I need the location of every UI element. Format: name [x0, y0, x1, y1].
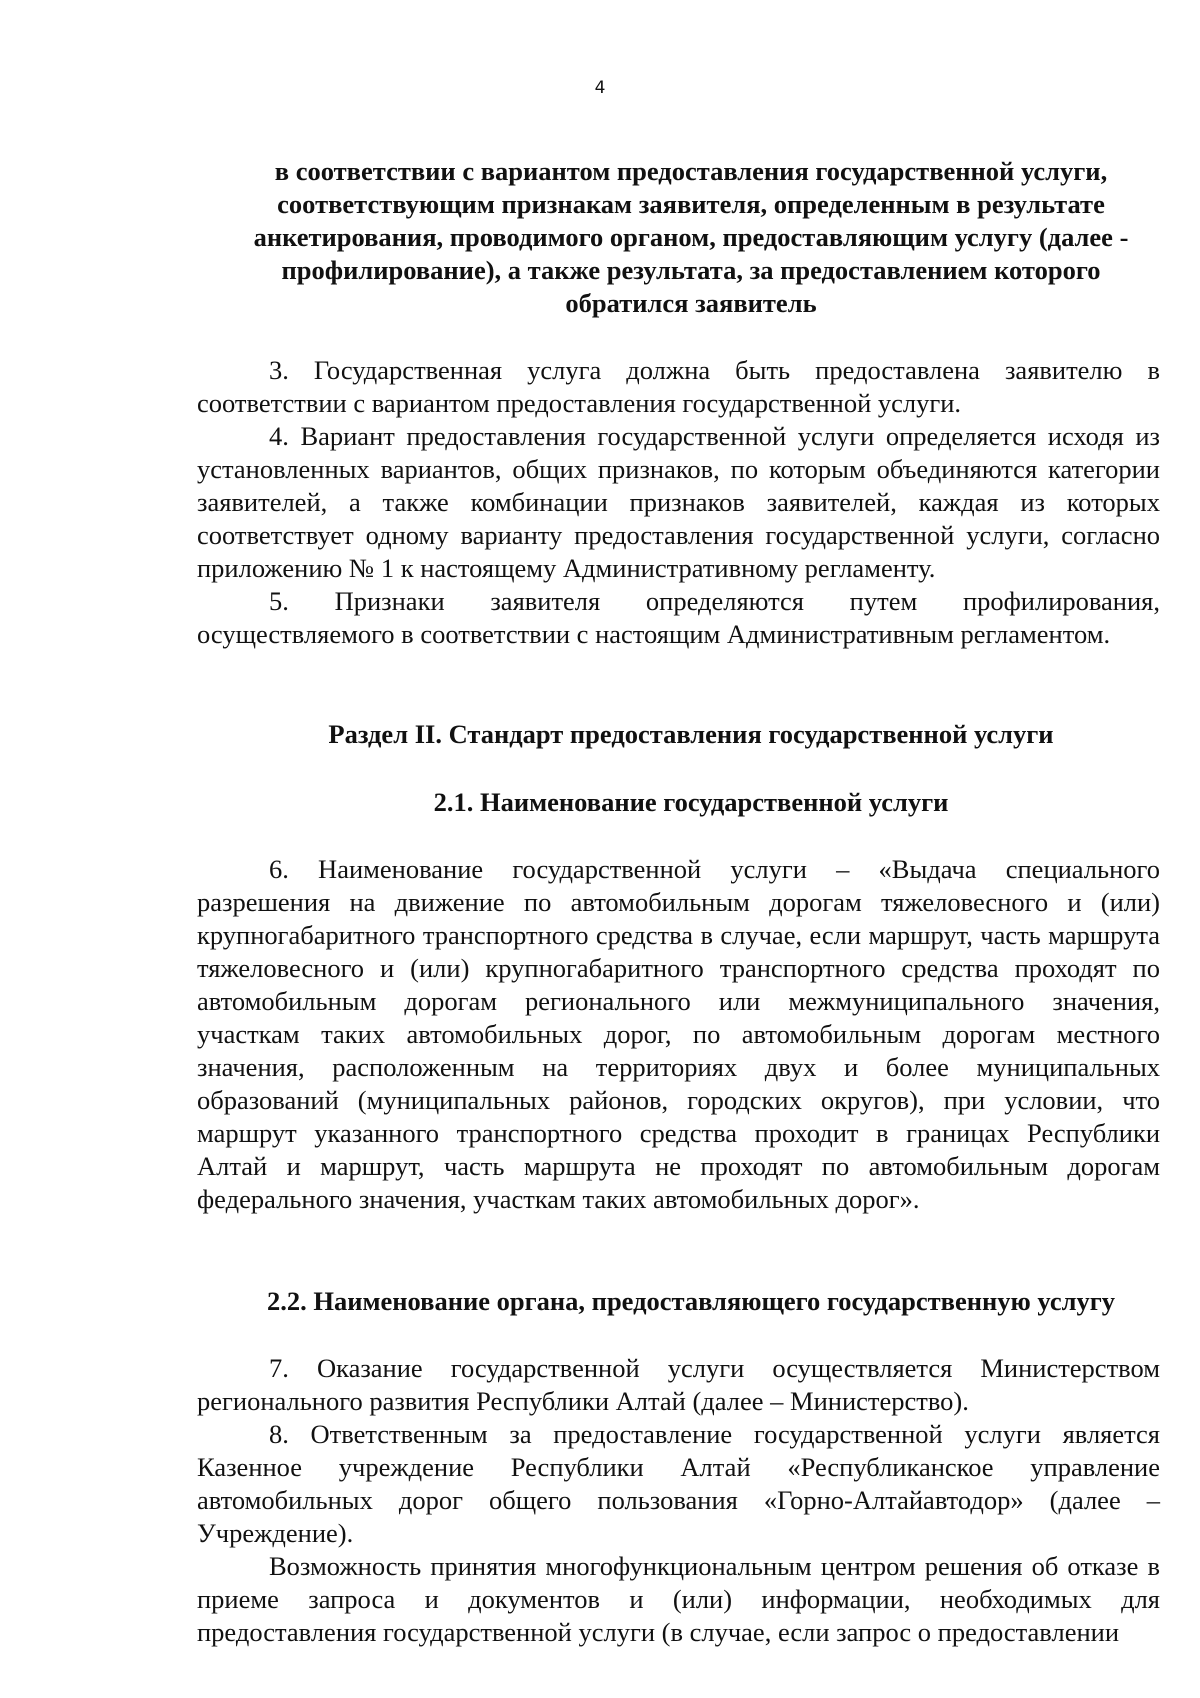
paragraph-6: 6. Наименование государственной услуги – «Выдача специального разрешения на движение по автомобильным дорогам тяжеловесного и (или) крупногабаритного транспортного средства в случае, если маршрут, часть маршрута тяжеловесного и (или) крупногабаритного транспортного средства проходят по автомобильным дорогам регионального или межмуниципального значения, участкам таких автомобильных дорог, по автомобильным дорогам местного значения, расположенным на территориях двух и более муниципальных образований (муниципальных районов, городских округов), при условии, что маршрут указанного транспортного средства проходит в границах Республики Алтай и маршрут, часть маршрута не проходят по автомобильным дорогам федерального значения, участкам таких автомобильных дорог». [197, 854, 1160, 1214]
paragraph-group-2 [197, 853, 1160, 1216]
intro-heading: в соответствии с вариантом предоставления государственной услуги, соответствующим признакам заявителя, определенным в результате анкетирования, проводимого органом, предоставляющим услугу (далее - профилирование), а также результата, за предоставлением которого обратился заявитель [253, 156, 1129, 318]
paragraph-3: 3. Государственная услуга должна быть предоставлена заявителю в соответствии с вариантом предоставления государственной услуги. [197, 355, 1160, 418]
subheading-2-1: 2.1. Наименование государственной услуги [433, 787, 949, 817]
paragraph-7: 7. Оказание государственной услуги осуществляется Министерством регионального развития Республики Алтай (далее – Министерство). [197, 1353, 1160, 1416]
paragraph-possibility: Возможность принятия многофункциональным центром решения об отказе в приеме запроса и документов и (или) информации, необходимых для предоставления государственной услуги (в случае, если запрос о предоставлении [197, 1551, 1160, 1647]
paragraph-group-1 [197, 354, 1160, 651]
page-number: 4 [594, 78, 606, 98]
paragraph-5: 5. Признаки заявителя определяются путем профилирования, осуществляемого в соответствии с настоящим Административным регламентом. [197, 586, 1160, 649]
subheading-2-2: 2.2. Наименование органа, предоставляющего государственную услугу [266, 1286, 1116, 1316]
section-heading: Раздел II. Стандарт предоставления государственной услуги [328, 719, 1054, 749]
paragraph-8: 8. Ответственным за предоставление государственной услуги является Казенное учреждение Республики Алтай «Республиканское управление автомобильных дорог общего пользования «Горно-Алтайавтодор» (далее – Учреждение). [197, 1419, 1160, 1548]
paragraph-group-3 [197, 1352, 1160, 1649]
paragraph-4: 4. Вариант предоставления государственной услуги определяется исходя из установленных вариантов, общих признаков, по которым объединяются категории заявителей, а также комбинации признаков заявителей, каждая из которых соответствует одному варианту предоставления государственной услуги, согласно приложению № 1 к настоящему Административному регламенту. [197, 421, 1160, 583]
